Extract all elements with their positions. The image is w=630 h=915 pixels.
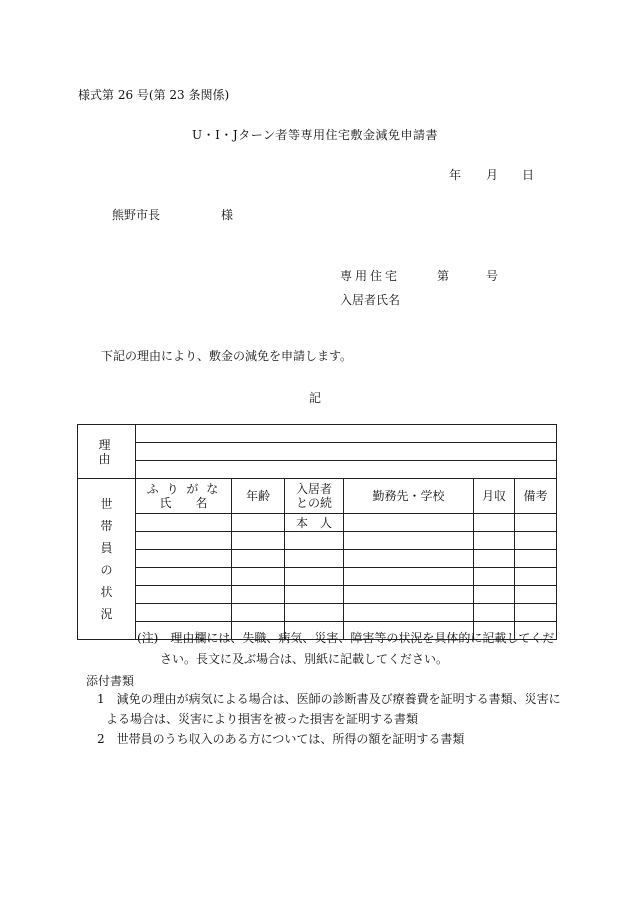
col-header-work: 勤務先・学校 — [344, 479, 474, 514]
household-char: 状 — [100, 585, 113, 599]
member-age-cell[interactable] — [232, 568, 285, 586]
member-work-cell[interactable] — [344, 568, 474, 586]
household-row — [78, 568, 557, 586]
household-row — [78, 514, 557, 532]
attachment-2: 2 世帯員のうち収入のある方については、所得の額を証明する書類 — [97, 732, 465, 746]
household-status-label — [78, 479, 136, 640]
household-char: 帯 — [100, 519, 113, 533]
ki-heading: 記 — [308, 391, 321, 405]
household-row — [78, 532, 557, 550]
housing-number-suffix: 号 — [486, 269, 499, 283]
col-header-relation — [285, 479, 344, 514]
member-age-cell[interactable] — [232, 586, 285, 604]
date-day-label: 日 — [522, 168, 535, 182]
household-char: 況 — [100, 607, 113, 621]
housing-number-prefix: 第 — [437, 269, 450, 283]
member-name-cell[interactable] — [136, 514, 232, 532]
date-month-label: 月 — [486, 168, 499, 182]
member-income-cell[interactable] — [474, 604, 515, 622]
col-header-remarks: 備考 — [515, 479, 557, 514]
member-relation-cell[interactable] — [285, 532, 344, 550]
housing-label: 専用住宅 — [340, 269, 401, 283]
member-age-cell[interactable] — [232, 532, 285, 550]
member-remarks-cell[interactable] — [515, 586, 557, 604]
member-relation-cell[interactable] — [285, 550, 344, 568]
member-work-cell[interactable] — [344, 532, 474, 550]
member-relation-cell: 本 人 — [285, 514, 344, 532]
member-name-cell[interactable] — [136, 586, 232, 604]
member-age-cell[interactable] — [232, 514, 285, 532]
member-income-cell[interactable] — [474, 514, 515, 532]
member-income-cell[interactable] — [474, 532, 515, 550]
document-title: U・I・Jターン者等専用住宅敷金減免申請書 — [192, 128, 438, 142]
member-work-cell[interactable] — [344, 604, 474, 622]
note-line-1: (注) 理由欄には、失職、病気、災害、障害等の状況を具体的に記載してくだ — [137, 631, 555, 645]
col-header-shimei: 氏 名 — [159, 496, 208, 510]
member-remarks-cell[interactable] — [515, 514, 557, 532]
col-header-relation-line1: 入居者 — [295, 482, 332, 496]
attachment-1-line-1: 1 減免の理由が病気による場合は、医師の診断書及び療養費を証明する書類、災害に — [97, 692, 561, 706]
member-name-cell[interactable] — [136, 550, 232, 568]
member-name-cell[interactable] — [136, 604, 232, 622]
reason-line-2[interactable] — [136, 443, 557, 461]
reason-line-3[interactable] — [136, 461, 557, 479]
addressee-honorific: 様 — [221, 208, 234, 222]
member-relation-cell[interactable] — [285, 568, 344, 586]
attachment-1-line-2: よる場合は、災害により損害を被った損害を証明する書類 — [106, 712, 419, 726]
member-work-cell[interactable] — [344, 586, 474, 604]
request-statement: 下記の理由により、敷金の減免を申請します。 — [101, 349, 353, 363]
addressee: 熊野市長 — [112, 208, 161, 222]
form-number: 様式第 26 号(第 23 条関係) — [78, 88, 230, 102]
col-header-age: 年齢 — [232, 479, 285, 514]
household-row — [78, 586, 557, 604]
member-income-cell[interactable] — [474, 568, 515, 586]
household-char: 世 — [100, 497, 113, 511]
household-char: の — [100, 563, 113, 577]
reason-label: 理 由 — [78, 425, 136, 479]
col-header-relation-line2: との続 — [295, 496, 332, 510]
member-relation-cell[interactable] — [285, 604, 344, 622]
member-name-cell[interactable] — [136, 532, 232, 550]
col-header-name — [136, 479, 232, 514]
reason-line-1[interactable] — [136, 425, 557, 443]
application-table — [77, 424, 557, 640]
col-header-income: 月収 — [474, 479, 515, 514]
household-row — [78, 604, 557, 622]
member-income-cell[interactable] — [474, 586, 515, 604]
attachments-title: 添付書類 — [86, 674, 135, 688]
member-income-cell[interactable] — [474, 550, 515, 568]
note-line-2: さい。長文に及ぶ場合は、別紙に記載してください。 — [160, 652, 449, 666]
date-year-label: 年 — [449, 168, 462, 182]
household-row — [78, 550, 557, 568]
member-work-cell[interactable] — [344, 550, 474, 568]
member-remarks-cell[interactable] — [515, 550, 557, 568]
member-remarks-cell[interactable] — [515, 568, 557, 586]
member-remarks-cell[interactable] — [515, 604, 557, 622]
member-remarks-cell[interactable] — [515, 532, 557, 550]
member-relation-cell[interactable] — [285, 586, 344, 604]
member-age-cell[interactable] — [232, 604, 285, 622]
member-work-cell[interactable] — [344, 514, 474, 532]
household-char: 員 — [100, 541, 113, 555]
member-name-cell[interactable] — [136, 568, 232, 586]
occupant-name-label: 入居者氏名 — [340, 293, 401, 307]
member-age-cell[interactable] — [232, 550, 285, 568]
col-header-furigana: ふ り が な — [146, 482, 221, 496]
